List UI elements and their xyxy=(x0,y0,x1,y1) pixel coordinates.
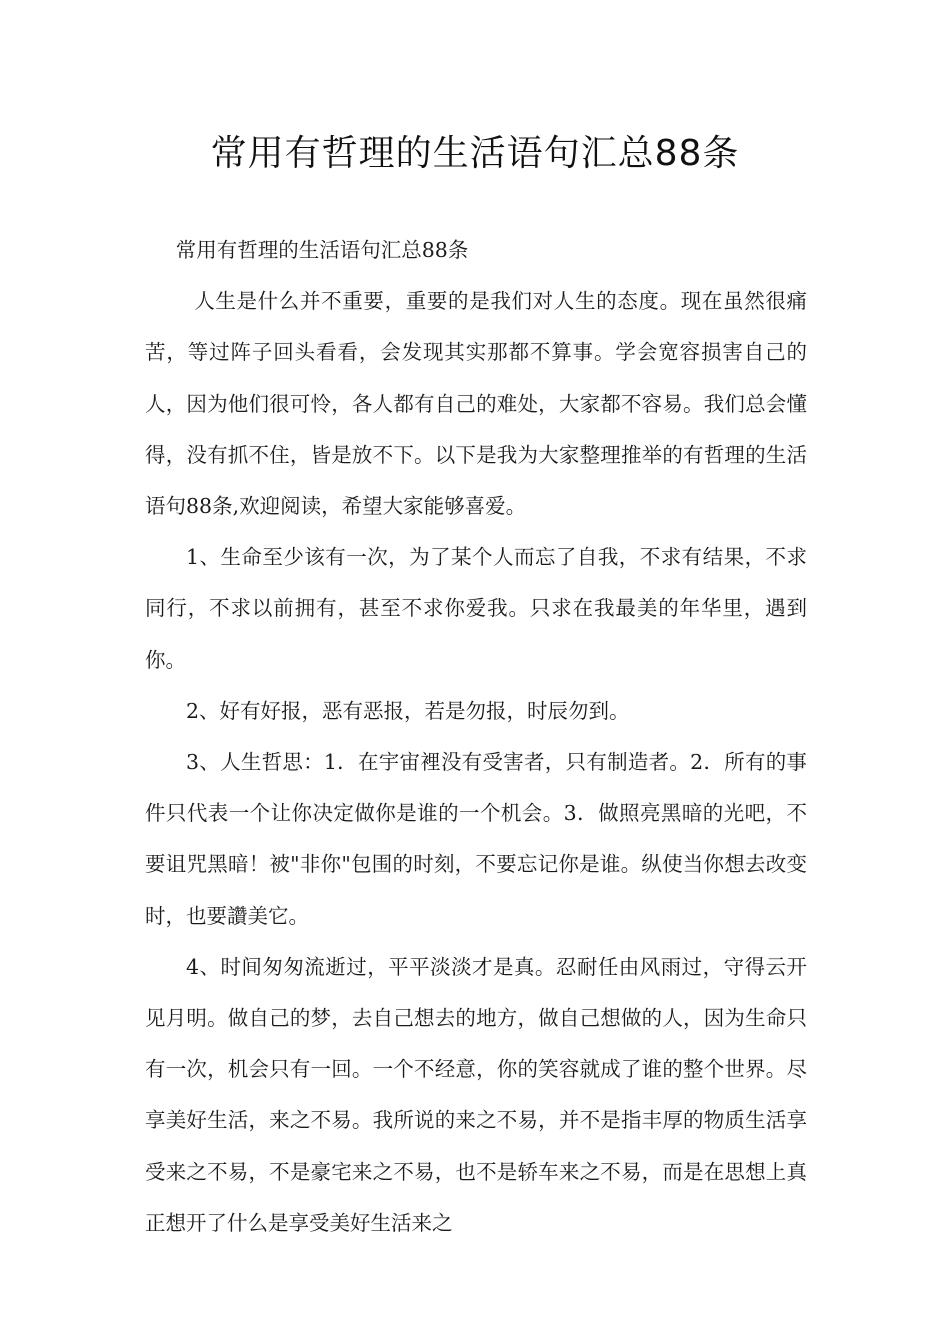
document-body xyxy=(145,225,807,1249)
item-paragraph-4: 4、时间匆匆流逝过，平平淡淡才是真。忍耐任由风雨过，守得云开见月明。做自己的梦，去自己想去的地方，做自己想做的人，因为生命只有一次，机会只有一回。一个不经意，你的笑容就成了谁的整个世界。尽享美好生活，来之不易。我所说的来之不易，并不是指丰厚的物质生活享受来之不易，不是豪宅来之不易，也不是轿车来之不易，而是在思想上真正想开了什么是享受美好生活来之 xyxy=(145,954,807,1235)
document-title: 常用有哲理的生活语句汇总88条 xyxy=(210,133,740,174)
intro-paragraph: 人生是什么并不重要，重要的是我们对人生的态度。现在虽然很痛苦，等过阵子回头看看，会发现其实那都不算事。学会宽容损害自己的人，因为他们很可怜，各人都有自己的难处，大家都不容易。我们总会懂得，没有抓不住，皆是放不下。以下是我为大家整理推举的有哲理的生活语句88条,欢迎阅读，希望大家能够喜爱。 xyxy=(145,289,807,519)
item-paragraph-1: 1、生命至少该有一次，为了某个人而忘了自我，不求有结果，不求同行，不求以前拥有，甚至不求你爱我。只求在我最美的年华里，遇到你。 xyxy=(145,545,807,672)
subtitle-paragraph: 常用有哲理的生活语句汇总88条 xyxy=(175,238,469,262)
item-paragraph-2: 2、好有好报，恶有恶报，若是勿报，时辰勿到。 xyxy=(186,698,630,723)
item-paragraph-3: 3、人生哲思：1．在宇宙裡没有受害者，只有制造者。2．所有的事件只代表一个让你决定做你是谁的一个机会。3．做照亮黑暗的光吧，不要诅咒黑暗！被"非你"包围的时刻，不要忘记你是谁。纵使当你想去改变时，也要讚美它。 xyxy=(145,750,807,928)
